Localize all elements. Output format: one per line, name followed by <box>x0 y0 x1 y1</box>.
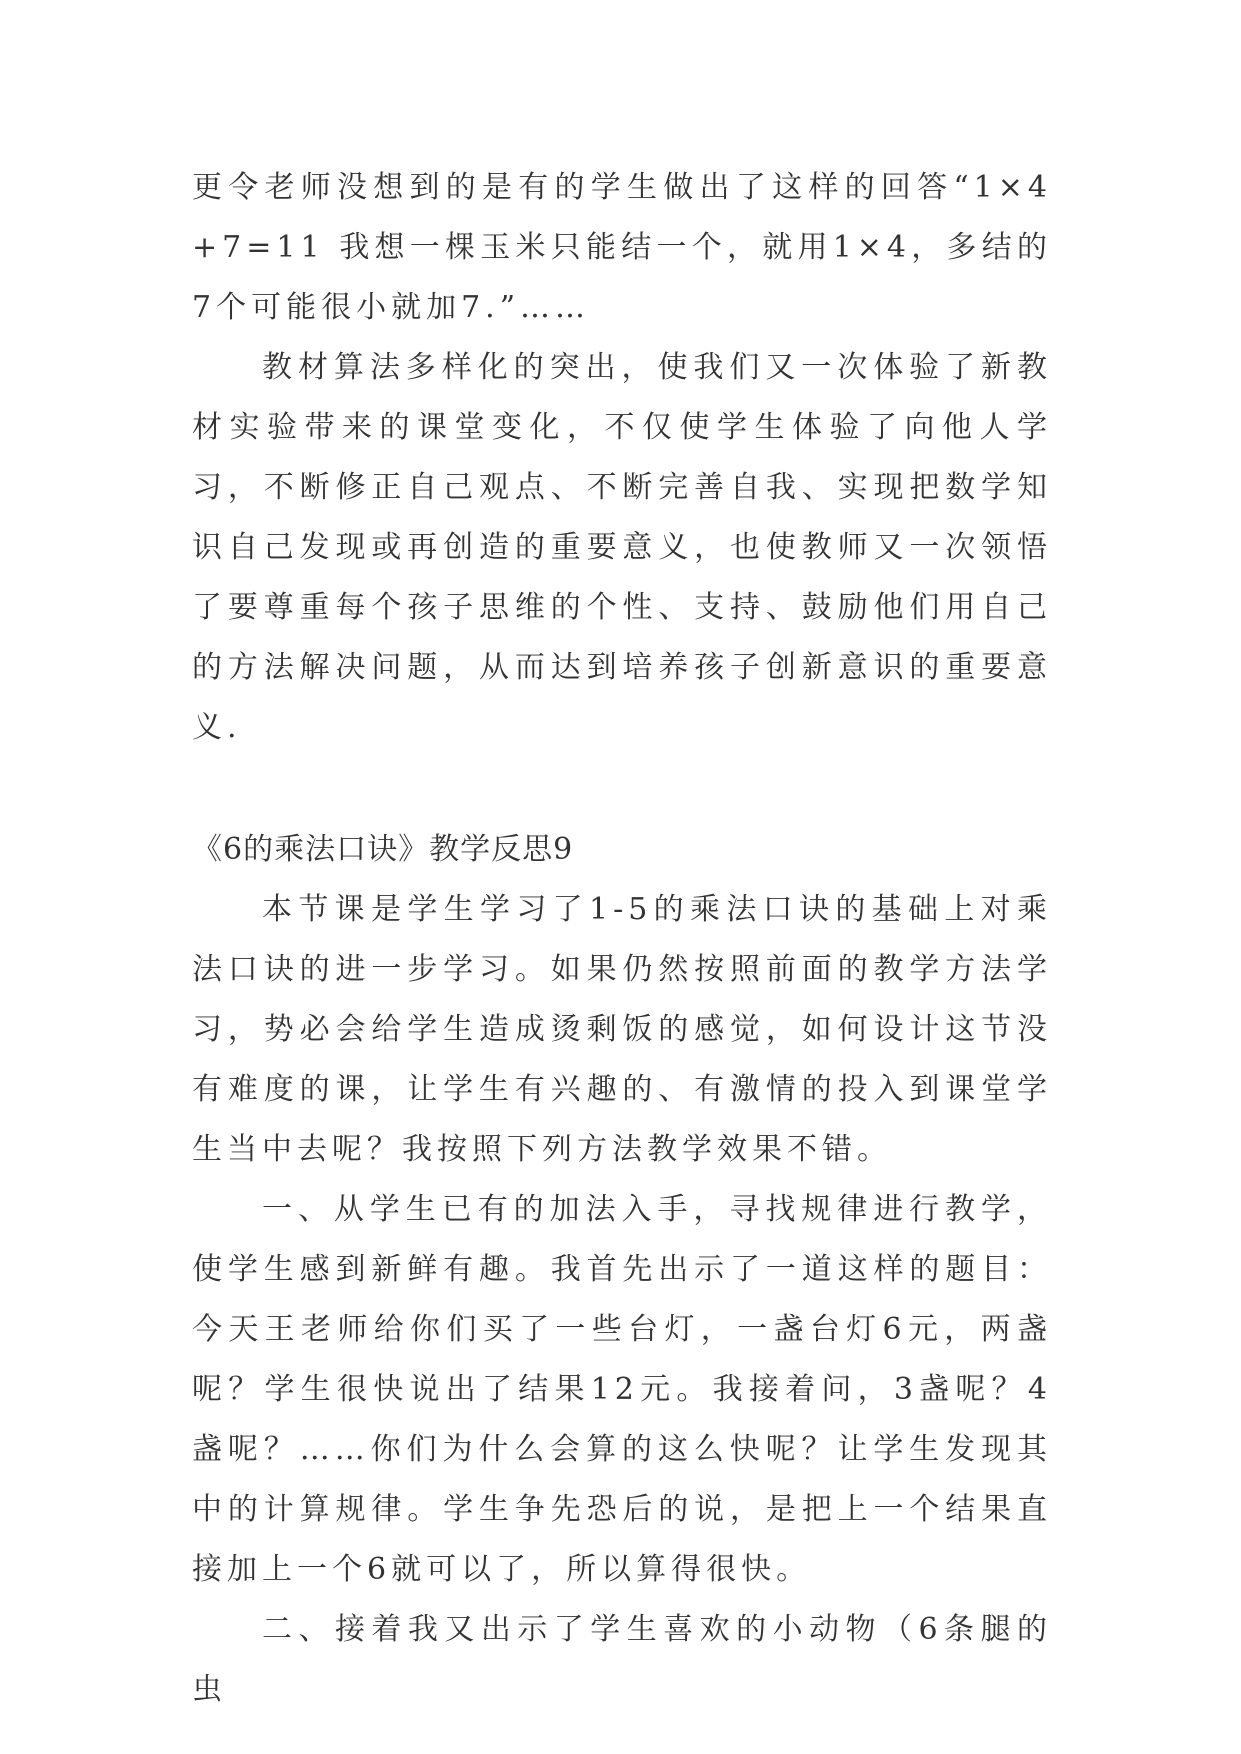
paragraph-method-two: 二、接着我又出示了学生喜欢的小动物（6条腿的虫 <box>192 1612 1052 1707</box>
paragraph-method-one: 一、从学生已有的加法入手，寻找规律进行教学，使学生感到新鲜有趣。我首先出示了一道这样的题目：今天王老师给你们买了一些台灯，一盏台灯6元，两盏呢？学生很快说出了结果12元。我接着问，3盏呢？4盏呢？……你们为什么会算的这么快呢？让学生发现其中的计算规律。学生争先恐后的说，是把上一个结果直接加上一个6就可以了，所以算得很快。 <box>192 1192 1052 1587</box>
paragraph-algorithm-diversity: 教材算法多样化的突出，使我们又一次体验了新教材实验带来的课堂变化，不仅使学生体验了向他人学习，不断修正自己观点、不断完善自我、实现把数学知识自己发现或再创造的重要意义，也使教师又一次领悟了要尊重每个孩子思维的个性、支持、鼓励他们用自己的方法解决问题，从而达到培养孩子创新意识的重要意义. <box>192 350 1052 745</box>
section-gap <box>192 758 1052 820</box>
section-title: 《6的乘法口诀》教学反思9 <box>192 832 574 867</box>
paragraph-lesson-intro: 本节课是学生学习了1-5的乘法口诀的基础上对乘法口诀的进一步学习。如果仍然按照前面的教学方法学习，势必会给学生造成烫剩饭的感觉，如何设计这节没有难度的课，让学生有兴趣的、有激情的投入到课堂学生当中去呢？我按照下列方法教学效果不错。 <box>192 892 1052 1167</box>
document-body <box>192 158 1052 1720</box>
paragraph-continued-answer: 更令老师没想到的是有的学生做出了这样的回答“1×4+7=11 我想一棵玉米只能结一个，就用1×4，多结的7个可能很小就加7.”…… <box>192 170 1052 325</box>
